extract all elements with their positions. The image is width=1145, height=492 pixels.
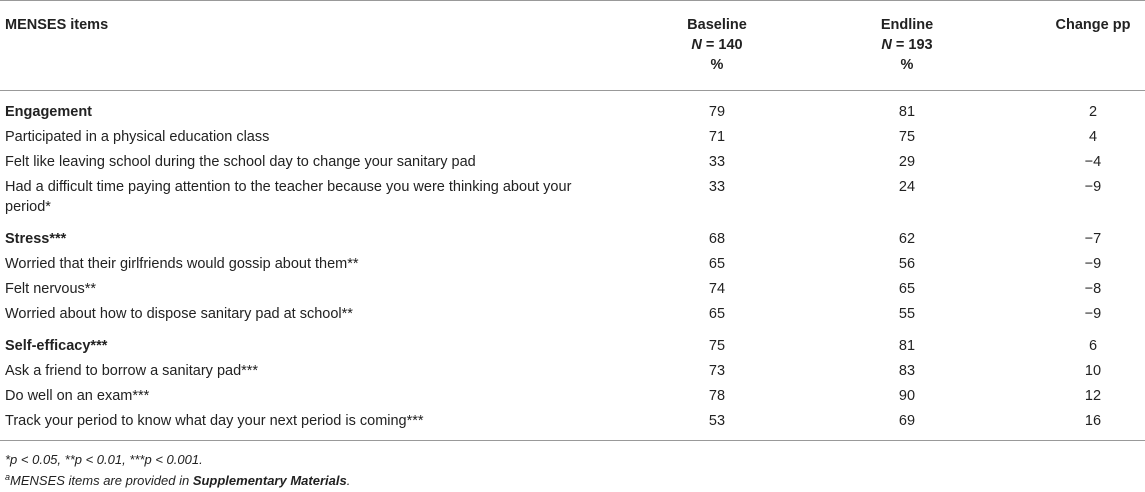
table-row (0, 407, 1145, 441)
footnote-source-text: MENSES items are provided in (10, 473, 193, 488)
header-items-label: MENSES items (5, 17, 109, 33)
header-baseline (622, 1, 812, 91)
header-endline-unit: % (900, 57, 914, 73)
row-endline: 81 (898, 104, 916, 120)
row-change: 6 (1088, 338, 1098, 354)
row-label: Stress*** (5, 231, 67, 247)
header-baseline-n-value: = 140 (705, 37, 743, 53)
row-endline: 56 (898, 256, 916, 272)
header-endline-n-prefix: N (881, 37, 892, 53)
row-baseline: 75 (708, 338, 726, 354)
header-row (0, 1, 1145, 91)
row-label: Felt like leaving school during the school day to change your sanitary pad (5, 154, 476, 170)
row-label: Ask a friend to borrow a sanitary pad*** (5, 363, 259, 379)
row-label: Worried about how to dispose sanitary pad at school** (5, 306, 353, 322)
table-row (0, 275, 1145, 300)
header-baseline-n (623, 35, 811, 55)
row-change: 2 (1088, 104, 1098, 120)
row-change: −8 (1084, 281, 1102, 297)
header-change-label: Change pp (1055, 17, 1131, 33)
footnote-significance: *p < 0.05, **p < 0.01, ***p < 0.001. (5, 452, 203, 467)
row-baseline: 65 (708, 306, 726, 322)
header-endline (812, 1, 1002, 91)
row-label (0, 173, 622, 218)
row-endline: 65 (898, 281, 916, 297)
row-label: Do well on an exam*** (5, 388, 150, 404)
row-baseline: 68 (708, 231, 726, 247)
table-row (0, 382, 1145, 407)
table-row (0, 218, 1145, 250)
row-label: Participated in a physical education class (5, 129, 270, 145)
header-baseline-n-prefix: N (691, 37, 702, 53)
row-endline: 81 (898, 338, 916, 354)
row-change: −9 (1084, 256, 1102, 272)
row-change: 4 (1088, 129, 1098, 145)
row-change: 16 (1002, 407, 1145, 441)
table-row (0, 148, 1145, 173)
row-endline: 83 (898, 363, 916, 379)
row-endline: 55 (898, 306, 916, 322)
row-baseline: 33 (708, 154, 726, 170)
row-baseline: 53 (622, 407, 812, 441)
row-endline: 62 (898, 231, 916, 247)
table-row (0, 123, 1145, 148)
row-baseline: 74 (708, 281, 726, 297)
table-row (0, 325, 1145, 357)
row-change: −9 (1084, 179, 1102, 195)
row-label: Engagement (5, 104, 93, 120)
table-row (0, 91, 1145, 124)
row-change: 12 (1084, 388, 1102, 404)
row-change: −9 (1084, 306, 1102, 322)
header-endline-n (813, 35, 1001, 55)
footnote-marker: a (5, 472, 11, 482)
table-row (0, 300, 1145, 325)
footnote-source (5, 473, 350, 488)
header-items (0, 1, 622, 91)
footnote-source-link: Supplementary Materials (192, 473, 347, 488)
header-endline-n-value: = 193 (895, 37, 933, 53)
header-baseline-unit: % (710, 57, 724, 73)
row-baseline: 73 (708, 363, 726, 379)
row-label-line2: period* (5, 199, 51, 215)
row-label: Track your period to know what day your next period is coming*** (0, 407, 622, 441)
row-baseline: 71 (708, 129, 726, 145)
row-change: −4 (1084, 154, 1102, 170)
row-change: 10 (1084, 363, 1102, 379)
row-label: Worried that their girlfriends would gossip about them** (5, 256, 359, 272)
row-label: Felt nervous** (5, 281, 97, 297)
row-label-line1: Had a difficult time paying attention to the teacher because you were thinking about your (5, 179, 572, 195)
row-baseline: 65 (708, 256, 726, 272)
row-endline: 90 (898, 388, 916, 404)
table-row (0, 357, 1145, 382)
row-endline: 24 (898, 179, 916, 195)
row-endline: 29 (898, 154, 916, 170)
table-row (0, 250, 1145, 275)
row-label: Self-efficacy*** (5, 338, 108, 354)
header-change (1002, 1, 1145, 91)
row-baseline: 79 (708, 104, 726, 120)
row-baseline: 78 (708, 388, 726, 404)
row-baseline: 33 (708, 179, 726, 195)
footnote-source-end: . (346, 473, 351, 488)
row-change: −7 (1084, 231, 1102, 247)
header-baseline-title: Baseline (687, 17, 747, 33)
row-endline: 75 (898, 129, 916, 145)
header-endline-title: Endline (880, 17, 934, 33)
row-endline: 69 (812, 407, 1002, 441)
table-row (0, 173, 1145, 218)
